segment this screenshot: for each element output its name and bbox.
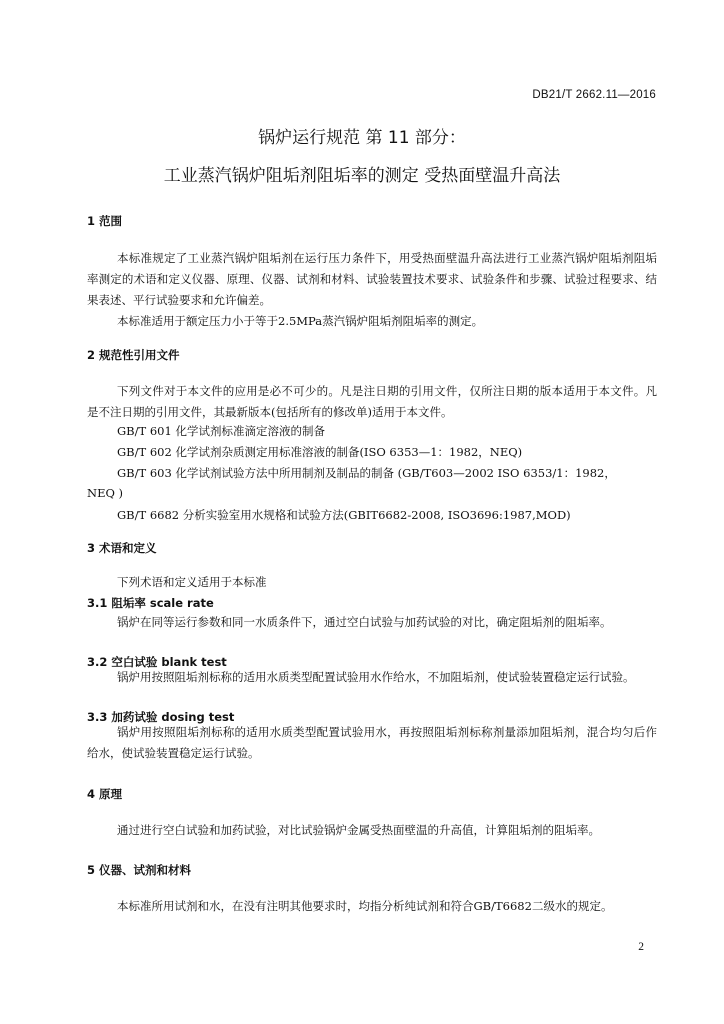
section-5-paragraph: 本标准所用试剂和水，在没有注明其他要求时，均指分析纯试剂和符合GB/T6682二级水的规定。 [117, 899, 613, 913]
term-3-2-definition: 锅炉用按照阻垢剂标称的适用水质类型配置试验用水作给水，不加阻垢剂，使试验装置稳定运行试验。 [117, 670, 635, 684]
page-number: 2 [638, 941, 644, 953]
reference-gbt603-cont: NEQ ) [87, 486, 124, 500]
section-2-heading: 2 规范性引用文件 [87, 348, 180, 362]
section-4-paragraph: 通过进行空白试验和加药试验，对比试验锅炉金属受热面壁温的升高值，计算阻垢剂的阻垢率。 [117, 823, 600, 837]
term-3-3-definition: 锅炉用按照阻垢剂标称的适用水质类型配置试验用水，再按照阻垢剂标称剂量添加阻垢剂，混合均匀后作给水，使试验装置稳定运行试验。 [87, 725, 657, 760]
reference-gbt602: GB/T 602 化学试剂杂质测定用标准溶液的制备(ISO 6353—1：1982，NEQ) [117, 445, 523, 459]
section-3-heading: 3 术语和定义 [87, 541, 157, 555]
term-3-1-heading: 3.1 阻垢率 scale rate [87, 596, 214, 610]
document-code: DB21/T 2662.11—2016 [532, 89, 656, 101]
section-1-paragraph-2: 本标准适用于额定压力小于等于2.5MPa蒸汽锅炉阻垢剂阻垢率的测定。 [117, 314, 484, 328]
reference-gbt603: GB/T 603 化学试剂试验方法中所用制剂及制品的制备 (GB/T603—2002 ISO 6353/1：1982， [117, 466, 616, 480]
term-3-1-definition: 锅炉在同等运行参数和同一水质条件下，通过空白试验与加药试验的对比，确定阻垢剂的阻垢率。 [117, 615, 612, 629]
section-1-paragraph-1: 本标准规定了工业蒸汽锅炉阻垢剂在运行压力条件下，用受热面壁温升高法进行工业蒸汽锅炉阻垢剂阻垢率测定的术语和定义仪器、原理、仪器、试剂和材料、试验装置技术要求、试验条件和步骤、试验过程要求、结果表述、平行试验要求和允许偏差。 [87, 251, 657, 307]
section-4-heading: 4 原理 [87, 787, 123, 801]
section-5-heading: 5 仪器、试剂和材料 [87, 863, 192, 877]
term-3-3-heading: 3.3 加药试验 dosing test [87, 710, 235, 724]
reference-gbt601: GB/T 601 化学试剂标准滴定溶液的制备 [117, 424, 325, 438]
term-3-2-heading: 3.2 空白试验 blank test [87, 655, 227, 669]
section-3-intro: 下列术语和定义适用于本标准 [117, 575, 267, 589]
reference-gbt6682: GB/T 6682 分析实验室用水规格和试验方法(GBIT6682-2008, ISO3696:1987,MOD) [117, 508, 571, 522]
document-title-line1: 锅炉运行规范 第 11 部分： [258, 128, 466, 148]
section-1-heading: 1 范围 [87, 214, 123, 228]
section-2-paragraph: 下列文件对于本文件的应用是必不可少的。凡是注日期的引用文件，仅所注日期的版本适用于本文件。凡是不注日期的引用文件，其最新版本(包括所有的修改单)适用于本文件。 [87, 384, 657, 419]
document-title-line2: 工业蒸汽锅炉阻垢剂阻垢率的测定 受热面壁温升高法 [163, 166, 561, 186]
